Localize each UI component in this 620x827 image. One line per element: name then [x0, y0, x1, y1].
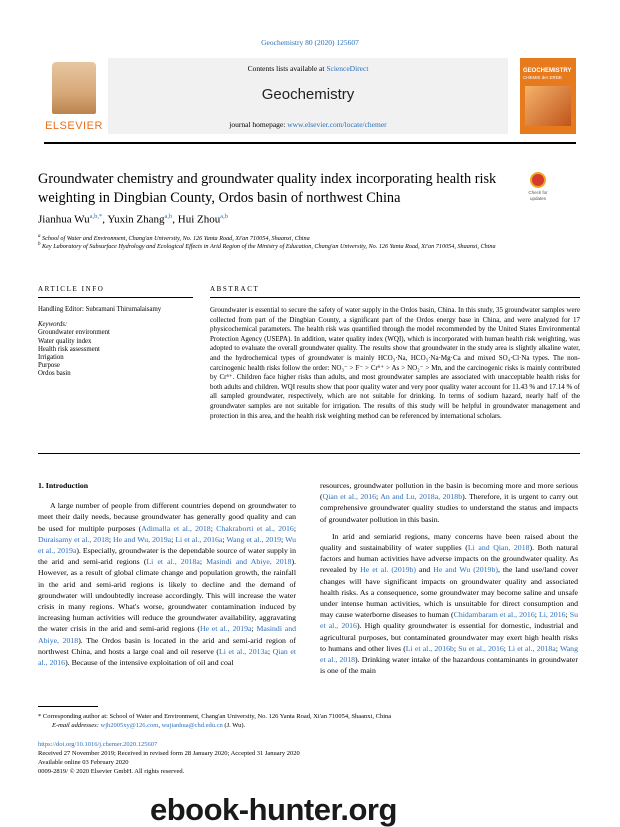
corresponding-author: * Corresponding author at: School of Water and Environment, Chang'an University, No. 126 Yanta Road, Xi'an 710054, Shaanxi, China — [38, 713, 392, 720]
online-date: Available online 03 February 2020 — [38, 759, 129, 766]
article-info — [38, 306, 193, 379]
author-name[interactable]: Jianhua Wu — [38, 213, 90, 226]
body-column-left — [38, 480, 296, 668]
article-info-heading: ARTICLE INFO — [38, 285, 105, 293]
citation-link[interactable]: Su et al., 2016 — [320, 610, 578, 631]
watermark-text: ebook-hunter.org — [150, 792, 397, 827]
paragraph: resources, groundwater pollution in the basin is becoming more and more serious (Qian et al., 2016; An and Lu, 2018a, 2018b). Therefore, it is urgent to carry out comprehensive groundwater quality studies to understand the status and impacts of groundwater pollution in this basin. — [320, 481, 578, 524]
citation-link[interactable]: Li et al., 2016a — [175, 534, 223, 544]
article-title: Groundwater chemistry and groundwater quality index incorporating health risk weighting in Dingbian County, Ordos basin of northwest China — [38, 171, 497, 206]
received-dates: Received 27 November 2019; Received in revised form 28 January 2020; Accepted 31 January 2020 — [38, 750, 300, 757]
keyword: Water quality index — [38, 337, 92, 345]
elsevier-wordmark: ELSEVIER — [45, 120, 103, 132]
keyword: Purpose — [38, 362, 60, 370]
check-updates-label: Check for updates — [528, 190, 548, 201]
paragraph: A large number of people from different countries depend on groundwater to meet their daily needs, because groundwater has generally good quality and can be used for multiple purposes (Adimalla et al., 2018; Chakraborti et al., 2016; Duraisamy et al., 2018; He and Wu, 2019a; Li et al., 2016a; Wang et al., 2019; Wu et al., 2019a). Especially, groundwater is the dependable source of water supply in the arid and semi-arid regions (Li et al., 2018a; Masindi and Abiye, 2018). However, as a result of global climate change and population growth, the rainfall in the arid and semi-arid regions is likely to decline and the demand of groundwater will undoubtedly increase accordingly. This will increase the water crisis in many regions. What's worse, groundwater contamination induced by increasing human activities will reduce the groundwater availability, aggravating the water crisis in the arid and semi-arid regions (He et al., 2019a; Masindi and Abiye, 2018). The Ordos basin is located in the arid and semi-arid region of northwest China, and hosts a large coal and oil reserve (Li et al., 2013a; Qian et al., 2016). Because of the intensive exploitation of oil and coal — [38, 501, 297, 668]
paragraph: In arid and semiarid regions, many concerns have been raised about the quality and sustainability of water supplies (Li and Qian, 2018). Both natural factors and human activities have adverse impacts on the groundwater quality. As revealed by He et al. (2019b) and He and Wu (2019b), the land use/land cover changes will have significant impacts on groundwater quality and associated health risks. As a consequence, some groundwater may become saline and unsafe under intense human activities, which is unsuitable for direct consumption and may cause waterborne diseases to human (Chidambaram et al., 2016; Li, 2016; Su et al., 2016). High quality groundwater is essential for domestic, industrial and agricultural purposes, but contaminated groundwater may exert high health risks to humans and other lives (Li et al., 2016b; Su et al., 2016; Li et al., 2018a; Wang et al., 2018). Drinking water intake of the hazardous contaminants in groundwater is one of the main — [320, 531, 578, 676]
citation-link[interactable]: Masindi and Abiye, 2018 — [38, 624, 296, 645]
citation-link[interactable]: Wang et al., 2018 — [320, 643, 578, 665]
affiliation: $^a$ School of Water and Environment, Chang'an University, No. 126 Yanta Road, Xi'an 710054, Shaanxi, China — [38, 234, 310, 243]
citation-link[interactable]: He et al., 2019a — [199, 624, 252, 634]
citation-link[interactable]: He and Wu (2019b) — [433, 565, 498, 575]
cover-image — [525, 86, 571, 126]
cover-title: GEOCHEMISTRY — [523, 68, 572, 74]
copyright: 0009-2819/ © 2020 Elsevier GmbH. All rights reserved. — [38, 768, 185, 775]
abstract-bottom-rule — [38, 453, 580, 454]
author-sup[interactable]: a,b,* — [89, 213, 103, 220]
masthead-banner — [108, 58, 508, 134]
journal-citation[interactable]: Geochemistry 80 (2020) 125607 — [261, 38, 359, 47]
abstract-rule — [210, 297, 580, 298]
citation-link[interactable]: Adimalla et al., 2018 — [141, 523, 211, 533]
keywords-label: Keywords: — [38, 321, 68, 329]
author-list: Jianhua $Wu^{a,b,*}$, Yuxin Zhang$^{a,b}$, Hui Zhou$^{a,b}$ — [38, 213, 228, 226]
elsevier-tree-icon — [52, 62, 96, 114]
contents-line: Contents lists available at ScienceDirect — [247, 64, 369, 73]
journal-masthead — [44, 58, 576, 134]
homepage-line: journal homepage: www.elsevier.com/locate/chemer — [229, 120, 387, 129]
citation-link[interactable]: Li et al., 2018a — [508, 643, 556, 653]
citation-link[interactable]: An and Lu, 2018a, 2018b — [380, 492, 463, 502]
keyword: Groundwater environment — [38, 329, 110, 337]
check-for-updates-button[interactable] — [524, 172, 552, 204]
citation-link[interactable]: He et al. (2019b) — [360, 565, 417, 575]
citation-link[interactable]: Su et al., 2016 — [458, 643, 504, 653]
masthead-rule — [44, 142, 576, 144]
abstract-text: Groundwater is essential to secure the safety of water supply in the Ordos basin, China. In this study, 35 groundwater samples were collected from part of the Dingbian County, a significant part of the Ordos energy base in China, and were analyzed for 17 physicochemical parameters. The health risk was quantified through the model recommended by the United States Environmental Protection Agency (USEPA). In addition, water quality index (WQI), which is incorporated with human health risk weighting, was adopted to evaluate the overall groundwater quality. The results show that groundwater in the study area is slightly alkaline water, and the hydrochemical types of groundwater is mainly HCO₃·Na, HCO₃·Na·Mg·Ca and mixed SO₄·Cl·Na types. The non-carcinogenic health risks follow the order: NO₃⁻ > F⁻ > Cr⁶⁺ > As > NO₂⁻ > Mn, and the carcinogenic risks is mainly contributed by Cr⁶⁺. Children face higher risks than adults, and most groundwater samples are associated with unacceptable health risks for both adults and children. WQI results show that poor quality water and very poor quality water account for 11.43 % and 17.14 % of all sampled groundwater, respectively, which are not suitable for drinking. In terms of sodium hazard, nearly half of the groundwater samples are not suitable for irrigation. The results of this study will be helpful in groundwater management and protection in this area, and the health risk weighting method can be referenced by international scholars. — [210, 306, 580, 420]
keyword: Health risk assessment — [38, 345, 100, 353]
citation-link[interactable]: Chidambaram et al., 2016 — [453, 610, 535, 620]
sciencedirect-link[interactable]: ScienceDirect — [326, 64, 369, 73]
citation-link[interactable]: Qian et al., 2016 — [38, 646, 297, 668]
author-name[interactable]: Hui Zhou — [177, 213, 221, 226]
doi-link[interactable]: https://doi.org/10.1016/j.chemer.2020.125607 — [38, 741, 158, 748]
footnote-rule — [38, 706, 98, 707]
email-link[interactable]: wjh2005xy@126.com — [100, 721, 159, 729]
citation-link[interactable]: Duraisamy et al., 2018 — [38, 534, 109, 544]
keyword: Ordos basin — [38, 370, 71, 378]
email-link[interactable]: wujianhua@chd.edu.cn — [161, 721, 223, 729]
keyword: Irrigation — [38, 354, 64, 362]
journal-title: Geochemistry — [261, 86, 355, 103]
journal-cover[interactable] — [520, 58, 576, 134]
email-line: E-mail addresses: wjh2005xy@126.com, wujianhua@chd.edu.cn (J. Wu). — [52, 721, 246, 729]
citation-link[interactable]: Chakraborti et al., 2016 — [216, 523, 294, 533]
citation-link[interactable]: He and Wu, 2019a — [113, 534, 172, 544]
handling-editor: Handling Editor: Subramani Thirumalaisamy — [38, 306, 162, 313]
affiliation: $^b$ Key Laboratory of Subsurface Hydrology and Ecological Effects in Arid Region of the Ministry of Education, Chang'an University, No. 126 Yanta Road, Xi'an 710054, Shaanxi, China — [38, 242, 496, 251]
citation-link[interactable]: Qian et al., 2016 — [322, 492, 376, 502]
footnote — [38, 713, 578, 730]
homepage-link[interactable]: www.elsevier.com/locate/chemer — [287, 120, 387, 129]
author-sup[interactable]: a,b — [164, 213, 173, 220]
citation-link[interactable]: Li et al., 2016b — [405, 643, 454, 653]
body-column-right — [320, 480, 578, 676]
citation-link[interactable]: Wu et al., 2019a — [38, 534, 297, 556]
citation-link[interactable]: Wang et al., 2019 — [226, 534, 282, 544]
citation-link[interactable]: Li et al., 2013a — [218, 646, 268, 656]
section-title: 1. Introduction — [38, 481, 89, 490]
author-sup[interactable]: a,b — [220, 213, 228, 220]
citation-link[interactable]: Li et al., 2018a — [146, 557, 200, 567]
info-rule — [38, 297, 193, 298]
author-name[interactable]: Yuxin Zhang — [107, 213, 165, 226]
citation-link[interactable]: Masindi and Abiye, 2018 — [206, 557, 292, 567]
cover-subtitle: CHEMIE der ERDE — [523, 75, 563, 80]
check-updates-icon — [530, 172, 546, 188]
elsevier-logo[interactable] — [44, 58, 104, 134]
citation-link[interactable]: Li and Qian, 2018 — [467, 543, 530, 553]
abstract-heading: ABSTRACT — [210, 285, 260, 293]
citation-link[interactable]: Li, 2016 — [538, 610, 566, 620]
article-footer — [38, 740, 578, 776]
